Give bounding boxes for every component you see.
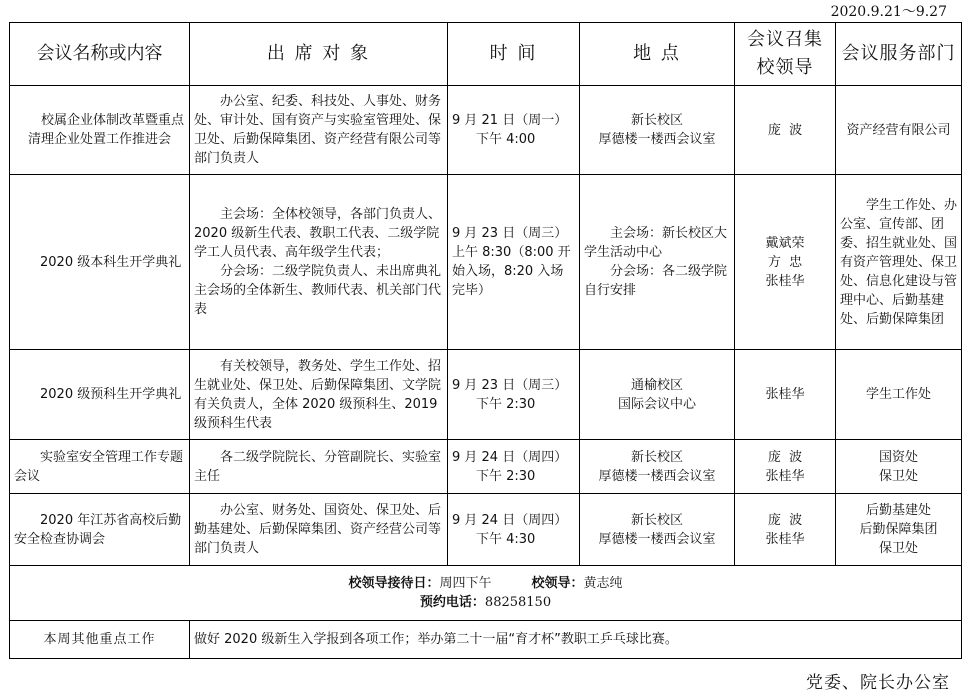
col-header-place: 地 点 <box>580 23 735 86</box>
time-cell <box>448 350 580 440</box>
service-text: 后勤保障集团 <box>859 522 938 537</box>
reception-time-value: 周四下午 <box>439 576 492 591</box>
service-text: 学生工作处 <box>865 387 931 402</box>
attendees-text: 有关校领导，教务处、学生工作处、招生就业处、保卫处、后勤保障集团、文学院有关负责人，全体 2020 级预科生、2019 级预科生代表 <box>194 358 442 431</box>
reception-leader-value: 黄志纯 <box>583 576 623 591</box>
place-cell <box>580 350 735 440</box>
other-work-row <box>10 621 962 659</box>
service-text: 后勤基建处 <box>865 503 931 518</box>
col-header-leader: 会议召集校领导 <box>735 23 836 86</box>
attendees-cell <box>190 175 448 350</box>
time-line: 9 月 21 日（周一） <box>452 113 568 128</box>
service-cell <box>836 350 962 440</box>
attendees-text: 各二级学院院长、分管副院长、实验室主任 <box>194 449 442 484</box>
time-line: 9 月 24 日（周四） <box>452 449 568 465</box>
attendees-cell <box>190 494 448 566</box>
time-cell <box>448 494 580 566</box>
place-line: 新长校区 <box>630 512 683 528</box>
col-header-service: 会议服务部门 <box>836 23 962 86</box>
service-text: 国资处 <box>878 449 918 465</box>
reception-line-2 <box>14 593 957 612</box>
place-line: 新长校区 <box>630 113 683 128</box>
leader-name: 张桂华 <box>765 273 805 289</box>
attendees-cell <box>190 350 448 440</box>
meeting-name-text: 2020 级预科生开学典礼 <box>40 387 182 402</box>
attendees-text: 办公室、纪委、科技处、人事处、财务处、审计处、国有资产与实验室管理处、保卫处、后勤保障集团、资产经营有限公司等部门负责人 <box>194 94 442 166</box>
leader-cell <box>735 86 836 175</box>
time-line: 下午 2:30 <box>476 468 536 484</box>
service-cell <box>836 494 962 566</box>
attendees-cell <box>190 440 448 494</box>
time-line: 下午 4:00 <box>476 132 536 147</box>
time-line: 9 月 23 日（周三）上午 8:30（8:00 开始入场，8:20 入场完毕） <box>452 226 571 298</box>
meeting-name <box>10 440 190 494</box>
place-line: 主会场：新长校区大学生活动中心 <box>584 226 728 260</box>
attendees-text: 办公室、财务处、国资处、保卫处、后勤基建处、后勤保障集团、资产经营公司等部门负责人 <box>194 503 442 556</box>
meeting-name-text: 校属企业体制改革暨重点清理企业处置工作推进会 <box>27 113 184 147</box>
table-row <box>10 440 962 494</box>
col-header-time: 时 间 <box>448 23 580 86</box>
service-text: 保卫处 <box>878 541 918 556</box>
attendees-text: 分会场：二级学院负责人、未出席典礼主会场的全体新生、教师代表、机关部门代表 <box>194 264 442 317</box>
place-cell <box>580 86 735 175</box>
table-row <box>10 86 962 175</box>
table-row <box>10 494 962 566</box>
leader-name: 庞 波 <box>767 512 803 528</box>
meeting-name <box>10 494 190 566</box>
issuing-office: 党委、院长办公室 <box>806 673 950 693</box>
time-line: 9 月 24 日（周四） <box>452 512 568 528</box>
leader-cell <box>735 440 836 494</box>
leader-name: 张桂华 <box>765 468 805 484</box>
other-work-text: 做好 2020 级新生入学报到各项工作；举办第二十一届“育才杯”教职工乒乓球比赛。 <box>190 621 962 659</box>
place-cell <box>580 175 735 350</box>
time-cell <box>448 440 580 494</box>
service-cell <box>836 175 962 350</box>
meeting-name-text: 实验室安全管理工作专题会议 <box>14 449 184 484</box>
leader-cell <box>735 494 836 566</box>
place-line: 国际会议中心 <box>617 396 696 412</box>
col-header-attendees: 出 席 对 象 <box>190 23 448 86</box>
attendees-cell <box>190 86 448 175</box>
place-line: 厚德楼一楼西会议室 <box>598 132 716 147</box>
place-line: 新长校区 <box>630 449 683 465</box>
place-line: 厚德楼一楼西会议室 <box>598 531 716 547</box>
meeting-name <box>10 86 190 175</box>
place-line: 厚德楼一楼西会议室 <box>598 468 716 484</box>
phone-label: 预约电话： <box>419 595 485 610</box>
leader-name: 庞 波 <box>767 449 803 465</box>
reception-leader-label: 校领导： <box>531 576 584 591</box>
phone-value: 88258150 <box>484 595 552 610</box>
reception-time-label: 校领导接待日： <box>348 576 440 591</box>
place-cell <box>580 440 735 494</box>
table-row <box>10 175 962 350</box>
attendees-text: 主会场：全体校领导，各部门负责人、2020 级新生代表、教职工代表、二级学院学工人员代表、高年级学生代表； <box>194 207 442 260</box>
date-range: 2020.9.21～9.27 <box>830 4 947 20</box>
leader-cell <box>735 350 836 440</box>
table-row <box>10 350 962 440</box>
meeting-name-text: 2020 年江苏省高校后勤安全检查协调会 <box>14 512 182 547</box>
leader-name: 庞 波 <box>767 122 803 138</box>
leader-name: 张桂华 <box>765 387 805 402</box>
place-cell <box>580 494 735 566</box>
reception-row <box>10 566 962 621</box>
time-line: 下午 2:30 <box>476 396 536 412</box>
service-text: 资产经营有限公司 <box>846 122 951 138</box>
meeting-name <box>10 350 190 440</box>
meeting-schedule-table <box>9 22 962 659</box>
time-line: 9 月 23 日（周三） <box>452 377 568 393</box>
col-header-name: 会议名称或内容 <box>10 23 190 86</box>
place-line: 分会场：各二级学院自行安排 <box>584 264 728 298</box>
reception-cell <box>10 566 962 621</box>
leader-name: 方 忠 <box>767 254 803 270</box>
leader-name: 张桂华 <box>765 531 805 547</box>
leader-cell <box>735 175 836 350</box>
meeting-name <box>10 175 190 350</box>
service-text: 学生工作处、办公室、宣传部、团委、招生就业处、国有资产管理处、保卫处、信息化建设与管理中心、后勤基建处、后勤保障集团 <box>840 197 958 327</box>
time-cell <box>448 86 580 175</box>
service-text: 保卫处 <box>878 468 918 484</box>
meeting-name-text: 2020 级本科生开学典礼 <box>40 254 182 270</box>
service-cell <box>836 440 962 494</box>
time-cell <box>448 175 580 350</box>
other-work-title: 本周其他重点工作 <box>10 621 190 659</box>
header-row <box>10 23 962 86</box>
leader-name: 戴斌荣 <box>765 235 805 251</box>
reception-line-1 <box>14 574 957 593</box>
place-line: 通榆校区 <box>630 377 683 393</box>
service-cell <box>836 86 962 175</box>
time-line: 下午 4:30 <box>476 531 536 547</box>
